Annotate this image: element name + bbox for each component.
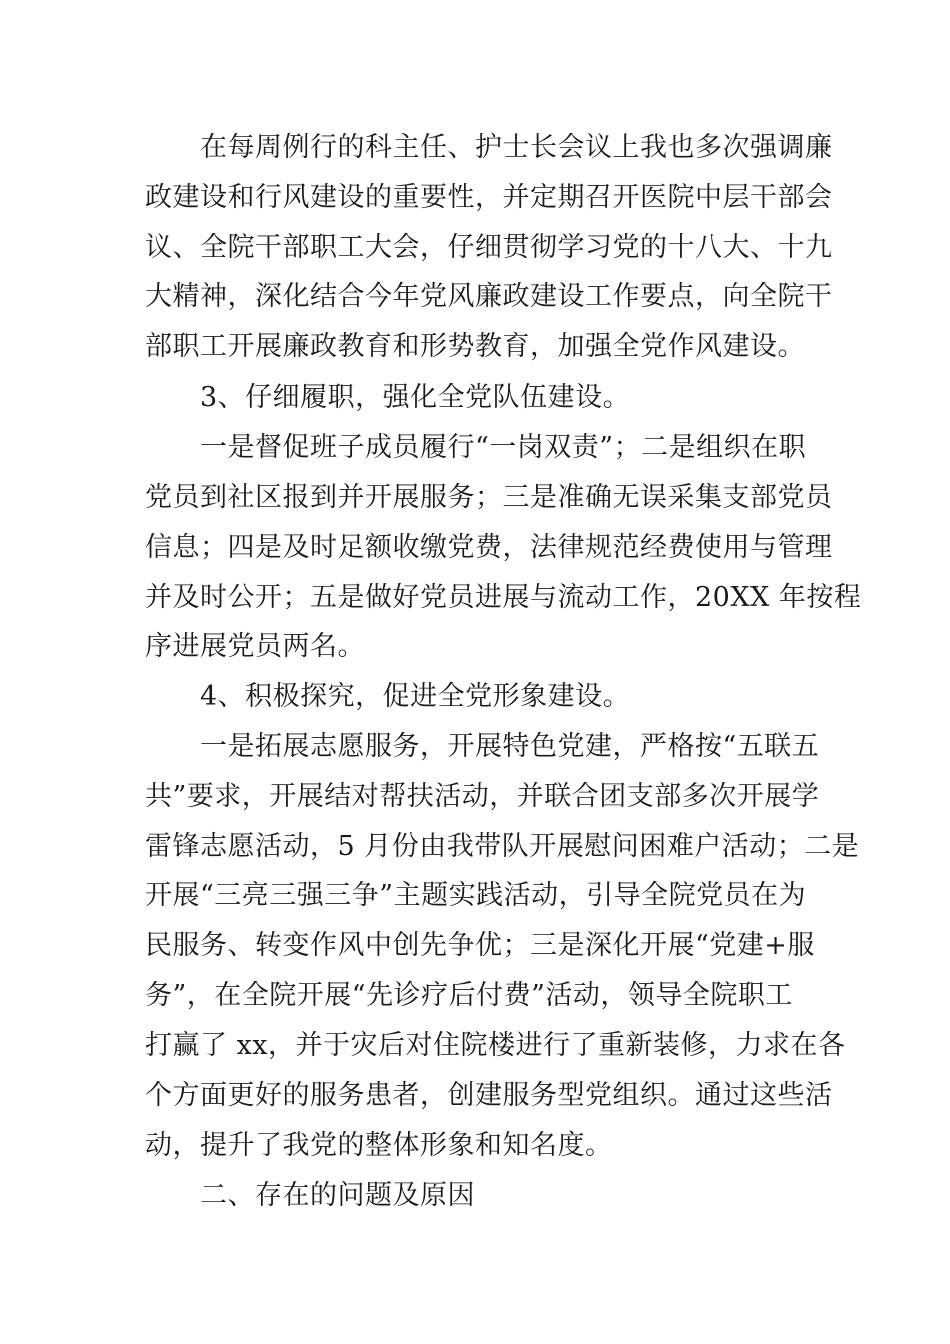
section-heading: 4、积极探究，促进全党形象建设。 (145, 681, 631, 712)
text-line: 共”要求，开展结对帮扶活动，并联合团支部多次开展学 (145, 781, 820, 812)
text-line: 开展“三亮三强三争”主题实践活动，引导全院党员在为 (145, 880, 807, 911)
text-line: 在每周例行的科主任、护士长会议上我也多次强调廉 (145, 132, 833, 163)
text-line: 信息；四是及时足额收缴党费，法律规范经费使用与管理 (145, 532, 833, 563)
text-line: 民服务、转变作风中创先争优；三是深化开展“党建+服 (145, 930, 815, 961)
text-line: 议、全院干部职工大会，仔细贯彻学习党的十八大、十九 (145, 232, 833, 263)
text-line: 部职工开展廉政教育和形势教育，加强全党作风建设。 (145, 331, 805, 362)
text-line: 并及时公开；五是做好党员进展与流动工作，20XX 年按程 (145, 582, 862, 613)
text-line: 党员到社区报到并开展服务；三是准确无误采集支部党员 (145, 482, 833, 513)
text-line: 打赢了 xx，并于灾后对住院楼进行了重新装修，力求在各 (145, 1030, 846, 1061)
text-line: 序进展党员两名。 (145, 631, 365, 662)
text-line: 大精神，深化结合今年党风廉政建设工作要点，向全院干 (145, 281, 833, 312)
text-line: 动，提升了我党的整体形象和知名度。 (145, 1130, 613, 1161)
text-line: 个方面更好的服务患者，创建服务型党组织。通过这些活 (145, 1080, 833, 1111)
section-heading: 3、仔细履职，强化全党队伍建设。 (145, 382, 631, 413)
section-heading: 二、存在的问题及原因 (145, 1180, 475, 1211)
text-line: 务”，在全院开展“先诊疗后付费”活动，领导全院职工 (145, 980, 793, 1011)
text-line: 一是拓展志愿服务，开展特色党建，严格按“五联五 (145, 731, 820, 762)
text-line: 政建设和行风建设的重要性，并定期召开医院中层干部会 (145, 182, 833, 213)
text-line: 一是督促班子成员履行“一岗双责”；二是组织在职 (145, 432, 807, 463)
text-line: 雷锋志愿活动，5 月份由我带队开展慰问困难户活动；二是 (145, 831, 860, 862)
